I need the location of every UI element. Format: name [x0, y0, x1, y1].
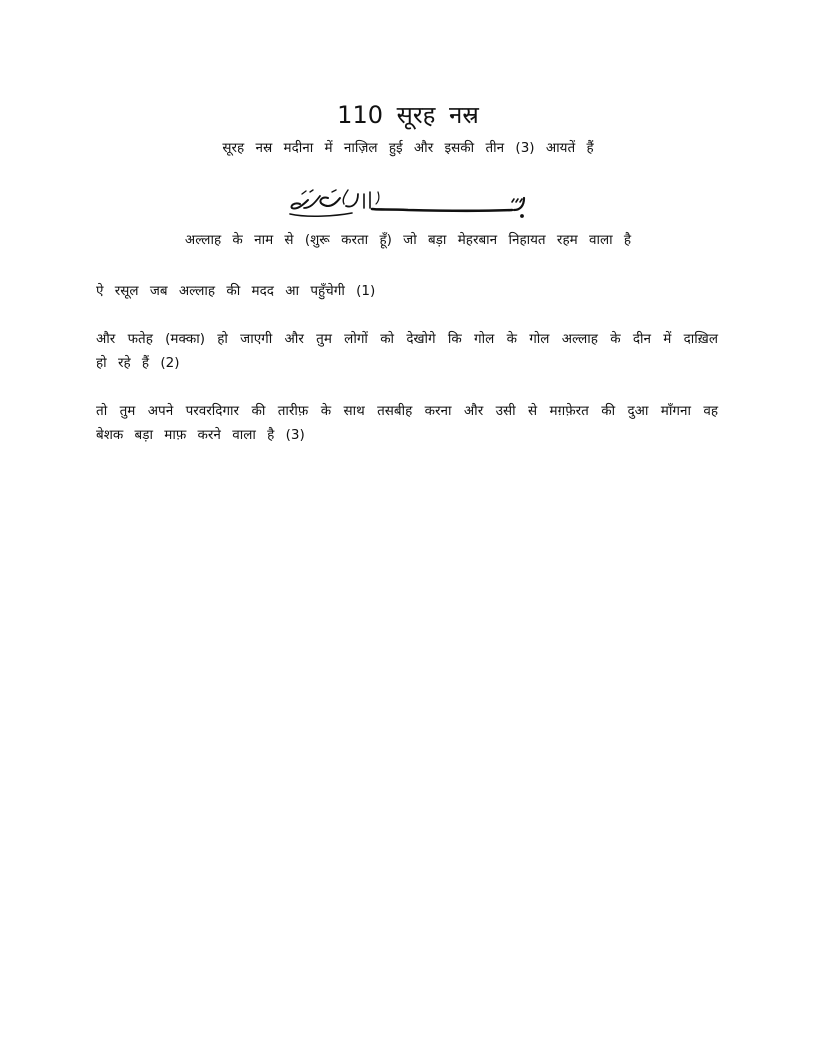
bismillah-calligraphy [288, 186, 530, 226]
verse-2: और फतेह (मक्का) हो जाएगी और तुम लोगों को देखोगे कि गोल के गोल अल्लाह के दीन में दाख़िल हो रहे हैं (2) [96, 331, 718, 371]
surah-title: 110 सूरह नस्र [337, 101, 479, 129]
bismillah-translation: अल्लाह के नाम से (शुरू करता हूँ) जो बड़ा मेहरबान निहायत रहम वाला है [184, 232, 632, 248]
surah-subtitle: सूरह नस्र मदीना में नाज़िल हुई और इसकी तीन (3) आयतें हैं [222, 140, 594, 156]
verse-1: ऐ रसूल जब अल्लाह की मदद आ पहुँचेगी (1) [96, 283, 376, 299]
verse-3: तो तुम अपने परवरदिगार की तारीफ़ के साथ तसबीह करना और उसी से मग़फ़ेरत की दुआ माँगना वह बेशक बड़ा माफ़ करने वाला है (3) [96, 403, 718, 443]
